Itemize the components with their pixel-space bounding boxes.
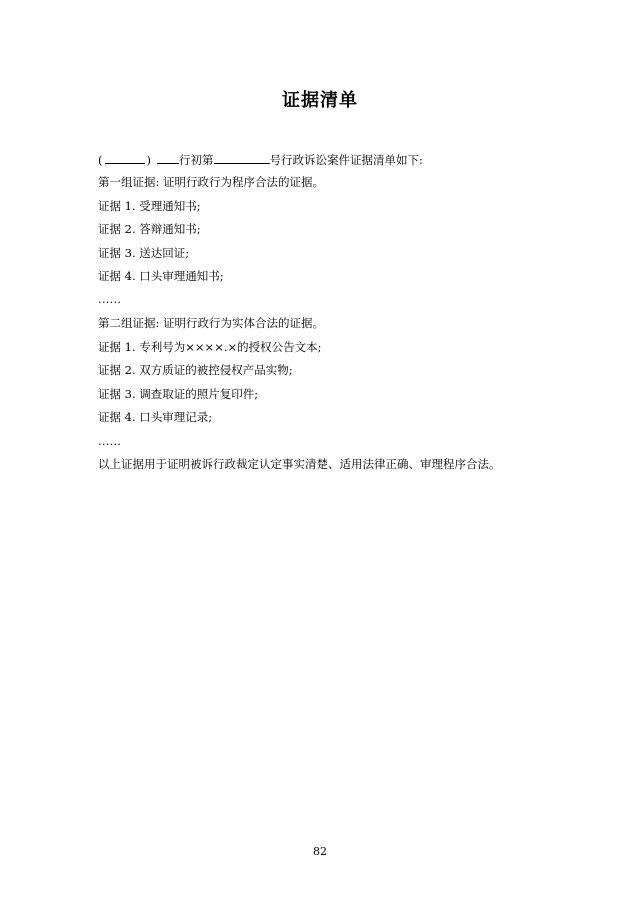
open-paren: ( — [98, 153, 103, 167]
group1-item-3: 证据 3. 送达回证; — [98, 246, 190, 260]
intro-text-b: 号行政诉讼案件证据清单如下: — [269, 153, 423, 167]
blank-case-number — [214, 152, 270, 164]
group2-item-1: 证据 1. 专利号为××××.×的授权公告文本; — [98, 340, 322, 354]
group2-item-4: 证据 4. 口头审理记录; — [98, 410, 213, 424]
group2-item-3: 证据 3. 调查取证的照片复印件; — [98, 387, 259, 401]
intro-text-a: 行初第 — [179, 153, 214, 167]
blank-court — [105, 152, 145, 164]
group2-ellipsis: …… — [98, 434, 121, 448]
group2-heading: 第二组证据: 证明行政行为实体合法的证据。 — [98, 316, 325, 330]
group1-ellipsis: …… — [98, 292, 121, 306]
group1-item-4: 证据 4. 口头审理通知书; — [98, 269, 224, 283]
group1-item-2: 证据 2. 答辩通知书; — [98, 222, 201, 236]
close-paren: ) — [146, 153, 151, 167]
conclusion-text: 以上证据用于证明被诉行政裁定认定事实清楚、适用法律正确、审理程序合法。 — [98, 457, 501, 471]
group2-item-2: 证据 2. 双方质证的被控侵权产品实物; — [98, 363, 293, 377]
page-title: 证据清单 — [282, 90, 358, 111]
group1-heading: 第一组证据: 证明行政行为程序合法的证据。 — [98, 175, 325, 189]
blank-year — [157, 152, 179, 164]
page-number: 82 — [313, 845, 327, 858]
intro-line — [98, 152, 423, 167]
group1-item-1: 证据 1. 受理通知书; — [98, 199, 201, 213]
